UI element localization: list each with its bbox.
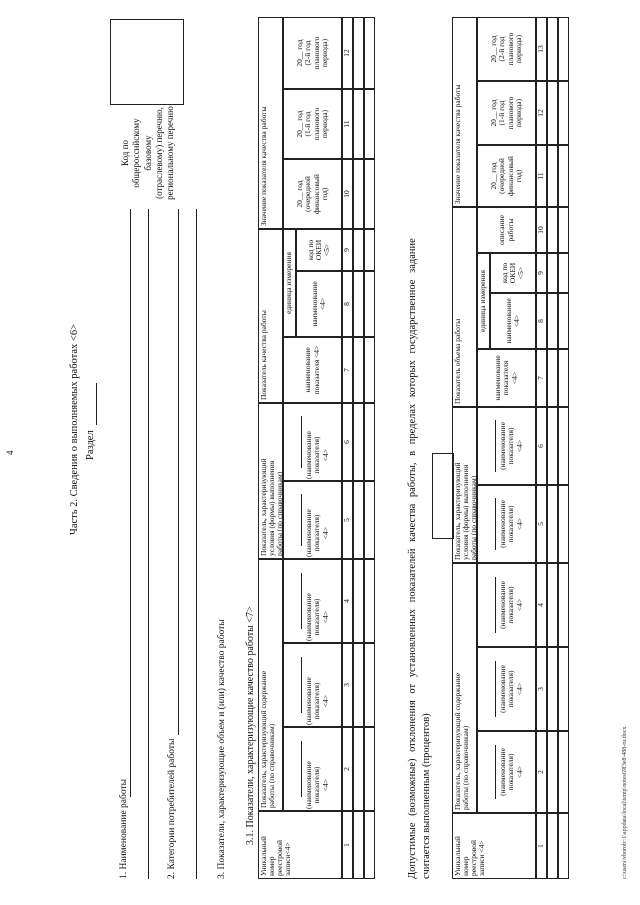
text-line: показателя) (506, 586, 516, 624)
t1-data-cell[interactable] (364, 17, 375, 89)
t2-year-current (477, 145, 536, 207)
t2-data-cell[interactable] (558, 563, 569, 647)
t2-data-cell[interactable] (558, 207, 569, 253)
allowed-deviation-line-2: считается выполненным (процентов) (421, 713, 432, 879)
text-line: периода) (513, 34, 523, 64)
t1-col-number-11: 11 (342, 89, 353, 159)
t1-okei-code (296, 229, 342, 271)
text-line: номер (461, 856, 471, 876)
t2-data-cell[interactable] (558, 293, 569, 349)
text-line: (наименование (498, 500, 508, 548)
t1-col-number-12: 12 (342, 17, 353, 89)
text-line: Уникальный (453, 836, 462, 876)
t1-col-number-1: 1 (342, 811, 353, 879)
t2-data-cell[interactable] (558, 349, 569, 407)
text-line: <4> (514, 598, 524, 612)
work-name-line-1 (130, 209, 131, 797)
t2-unique-number-header (452, 813, 536, 879)
blank-name-line (495, 577, 496, 633)
blank-name-line (301, 741, 302, 797)
blank-name-line (301, 657, 302, 713)
text-line: номер (267, 856, 277, 876)
t1-col-number-4: 4 (342, 559, 353, 643)
text-line: (очередной (303, 176, 313, 212)
text-line: <4> (514, 439, 524, 453)
item-consumer-categories: 2. Категории потребителей работы (167, 738, 177, 879)
t2-data-cell[interactable] (558, 145, 569, 207)
text-line: реестровой (469, 839, 479, 876)
text-line: код по (499, 262, 509, 284)
text-line: записи<4> (283, 842, 293, 876)
t1-data-cell[interactable] (353, 403, 364, 481)
t2-sub-name-6 (477, 407, 536, 485)
t2-data-cell[interactable] (547, 253, 558, 293)
text-line: показателя) (312, 514, 322, 552)
text-line: Код по (120, 140, 130, 166)
text-line: показателя) (312, 598, 322, 636)
text-line: ОКЕИ (507, 262, 517, 284)
text-line: планового (311, 107, 321, 141)
t1-data-cell[interactable] (353, 727, 364, 811)
t2-sub-name-5 (477, 485, 536, 563)
t1-col-number-5: 5 (342, 481, 353, 559)
text-line: показателя) (506, 753, 516, 791)
t2-data-cell[interactable] (547, 647, 558, 731)
t2-data-cell[interactable] (547, 293, 558, 349)
text-line: год) (513, 169, 523, 183)
text-line: работы (по справочникам) (267, 723, 277, 808)
t1-data-cell[interactable] (364, 481, 375, 559)
item-work-name: 1. Наименование работы (119, 778, 129, 879)
t2-conditions-header (452, 407, 477, 563)
t2-data-cell[interactable] (547, 17, 558, 81)
text-line: Уникальный (259, 836, 268, 876)
t1-sub-name-4 (283, 559, 342, 643)
blank-name-line (495, 661, 496, 717)
t1-col-number-2: 2 (342, 727, 353, 811)
t2-work-description (477, 207, 536, 253)
t2-col-number-6: 6 (536, 407, 547, 485)
text-line: <4> (512, 314, 521, 328)
t1-data-cell[interactable] (353, 811, 364, 879)
t1-data-cell[interactable] (353, 17, 364, 89)
t1-data-cell[interactable] (364, 811, 375, 879)
t2-col-number-13: 13 (536, 17, 547, 81)
t2-data-cell[interactable] (558, 81, 569, 145)
text-line: показателя) (312, 682, 322, 720)
t2-data-cell[interactable] (558, 647, 569, 731)
text-line: (наименование (304, 677, 314, 725)
t1-data-cell[interactable] (364, 643, 375, 727)
t1-data-cell[interactable] (364, 89, 375, 159)
text-line: (наименование (304, 761, 314, 809)
text-line: <4> (320, 694, 330, 708)
text-line: (наименование (304, 431, 314, 479)
t1-col-number-10: 10 (342, 159, 353, 229)
t1-unit-name (296, 271, 342, 337)
text-line: показателя) (312, 766, 322, 804)
text-line: 20__ год (295, 110, 305, 138)
text-line: (наименование (498, 748, 508, 796)
text-line: общероссийскому базовому (131, 118, 153, 188)
t2-okei-code (490, 253, 536, 293)
text-line: 20__ год (295, 39, 305, 67)
t2-data-cell[interactable] (558, 485, 569, 563)
page-number: 4 (5, 450, 15, 455)
t2-sub-name-3 (477, 647, 536, 731)
t2-col-number-3: 3 (536, 647, 547, 731)
text-line: наименование (303, 347, 313, 393)
t2-data-cell[interactable] (547, 731, 558, 813)
blank-name-line (301, 416, 302, 468)
t2-indicator-name (477, 349, 536, 407)
blank-name-line (301, 494, 302, 546)
text-line: региональному перечню (165, 106, 175, 200)
t2-data-cell[interactable] (547, 407, 558, 485)
text-line: Показатель, характеризующий содержание (453, 672, 462, 810)
t2-col-number-7: 7 (536, 349, 547, 407)
t2-content-header (452, 563, 477, 813)
text-line: (наименование (304, 593, 314, 641)
t2-sub-name-4 (477, 563, 536, 647)
t2-col-number-9: 9 (536, 253, 547, 293)
t2-col-number-8: 8 (536, 293, 547, 349)
t2-data-cell[interactable] (558, 17, 569, 81)
text-line: <4> (320, 526, 330, 540)
text-line: Показатель, характеризующий (453, 462, 462, 560)
t1-col-number-7: 7 (342, 337, 353, 403)
t1-col-number-8: 8 (342, 271, 353, 337)
blank-name-line (495, 498, 496, 550)
text-line: <4> (320, 778, 330, 792)
text-line: <4> (514, 765, 524, 779)
t1-sub-name-2 (283, 727, 342, 811)
allowed-deviation-line-1: Допустимые (возможные) отклонения от установленных показателей качества работы, в пределах которых государственное задание (407, 238, 418, 879)
text-line: <4> (514, 682, 524, 696)
t2-volume-header: Показатель объема работы (452, 207, 477, 407)
item-volume-quality: 3. Показатели, характеризующие объем и (или) качество работы (217, 619, 227, 879)
t1-data-cell[interactable] (364, 159, 375, 229)
t1-year-current (283, 159, 342, 229)
t2-data-cell[interactable] (547, 81, 558, 145)
text-line: реестровой (275, 839, 285, 876)
text-line: <4> (514, 517, 524, 531)
text-line: планового (505, 96, 515, 130)
text-line: работы (по справочникам) (275, 471, 285, 556)
t1-col-number-3: 3 (342, 643, 353, 727)
text-line: наименование (309, 281, 319, 327)
blank-name-line (301, 573, 302, 629)
text-line: ОКЕИ (313, 239, 323, 261)
t2-year-plan-2 (477, 17, 536, 81)
text-line: <4> (509, 371, 519, 385)
t1-data-cell[interactable] (364, 271, 375, 337)
t1-data-cell[interactable] (353, 271, 364, 337)
t2-col-number-4: 4 (536, 563, 547, 647)
t2-data-cell[interactable] (547, 349, 558, 407)
text-line: условия (формы) выполнения (267, 460, 277, 556)
t1-col-number-6: 6 (342, 403, 353, 481)
blank-name-line (495, 420, 496, 472)
t1-data-cell[interactable] (353, 559, 364, 643)
text-line: периода) (513, 98, 523, 128)
text-line: (отраслевому) перечню, (153, 107, 164, 199)
t1-data-cell[interactable] (364, 559, 375, 643)
t2-unit-name (490, 293, 536, 349)
text-line: 20__ год (489, 35, 499, 63)
t1-quality-values-header: Значение показателя качества работы (258, 17, 283, 229)
text-line: (очередной (497, 158, 507, 194)
text-line: показателя) (506, 427, 516, 465)
t2-col-number-2: 2 (536, 731, 547, 813)
consumer-line-1 (178, 209, 179, 735)
t1-conditions-header (258, 403, 283, 559)
t1-year-plan-2 (283, 17, 342, 89)
text-line: финансовый (311, 174, 321, 214)
deviation-box[interactable] (432, 453, 454, 539)
t2-col-number-11: 11 (536, 145, 547, 207)
t1-data-cell[interactable] (353, 159, 364, 229)
t2-data-cell[interactable] (547, 145, 558, 207)
text-line: Показатель, характеризующий (259, 458, 268, 556)
text-line: работы (по справочникам) (461, 725, 471, 810)
t2-data-cell[interactable] (558, 253, 569, 293)
text-line: (наименование (304, 509, 314, 557)
t1-unique-number-header (258, 811, 342, 879)
text-line: <4> (320, 610, 330, 624)
text-line: (наименование (498, 581, 508, 629)
text-line: записи <4> (477, 840, 487, 876)
text-line: (наименование (498, 422, 508, 470)
code-box-label (120, 101, 176, 205)
text-line: (2-й год (303, 40, 313, 66)
part-title: Часть 2. Сведения о выполняемых работах <6> (69, 323, 80, 535)
footer-file-path: c:\users\vborob~1\appdata\local\temp\notes69f3e8\488-ru.docx (622, 726, 628, 879)
text-line: год) (319, 187, 329, 201)
t2-data-cell[interactable] (558, 407, 569, 485)
text-line: периода) (319, 109, 329, 139)
text-line: периода) (319, 38, 329, 68)
text-line: показателя) (506, 505, 516, 543)
work-name-line-2 (148, 209, 149, 879)
text-line: код по (305, 239, 315, 261)
text-line: <4> (320, 448, 330, 462)
text-line: описание (497, 215, 507, 245)
text-line: работы (505, 218, 515, 242)
text-line: (1-й год (497, 100, 507, 126)
t1-data-cell[interactable] (353, 229, 364, 271)
item-quality-indicators: 3.1. Показатели, характеризующие качество работы <7> (245, 606, 256, 845)
text-line: <5> (516, 266, 526, 280)
t1-year-plan-1 (283, 89, 342, 159)
section-number-line (96, 383, 97, 425)
text-line: <5> (322, 243, 332, 257)
t2-data-cell[interactable] (547, 207, 558, 253)
t1-data-cell[interactable] (353, 89, 364, 159)
t1-data-cell[interactable] (364, 229, 375, 271)
t1-content-header (258, 559, 283, 811)
text-line: условия (формы) выполнения (461, 464, 471, 560)
t2-col-number-10: 10 (536, 207, 547, 253)
t1-data-cell[interactable] (353, 643, 364, 727)
t2-col-number-5: 5 (536, 485, 547, 563)
t2-year-plan-1 (477, 81, 536, 145)
t1-col-number-9: 9 (342, 229, 353, 271)
t2-data-cell[interactable] (547, 563, 558, 647)
t2-data-cell[interactable] (558, 813, 569, 879)
t1-data-cell[interactable] (364, 337, 375, 403)
t1-sub-name-3 (283, 643, 342, 727)
text-line: показателя) (312, 436, 322, 474)
text-line: планового (311, 36, 321, 70)
t2-sub-name-2 (477, 731, 536, 813)
t1-quality-header: Показатель качества работы (258, 229, 283, 403)
t2-data-cell[interactable] (547, 485, 558, 563)
t1-indicator-name (283, 337, 342, 403)
text-line: наименование (493, 355, 503, 401)
t2-unit-header: единица измерения (477, 253, 490, 349)
text-line: показателя) (506, 670, 516, 708)
t1-data-cell[interactable] (364, 727, 375, 811)
text-line: (1-й год (303, 111, 313, 137)
text-line: 20__ год (489, 162, 499, 190)
text-line: (2-й год (497, 36, 507, 62)
text-line: 20__ год (489, 99, 499, 127)
t2-col-number-1: 1 (536, 813, 547, 879)
t1-sub-name-5 (283, 481, 342, 559)
text-line: планового (505, 32, 515, 66)
blank-name-line (495, 745, 496, 800)
text-line: 20__ год (295, 180, 305, 208)
text-line: финансовый (505, 156, 515, 196)
text-line: показателя <4> (311, 345, 321, 395)
text-line: работы (по справочникам) (469, 475, 479, 560)
text-line: (наименование (498, 665, 508, 713)
t2-col-number-12: 12 (536, 81, 547, 145)
text-line: показателя (501, 360, 511, 396)
t1-sub-name-6 (283, 403, 342, 481)
t2-volume-values-header: Значение показателя качества работы (452, 17, 477, 207)
text-line: наименование (503, 298, 513, 344)
t1-data-cell[interactable] (364, 403, 375, 481)
t1-unit-header: единица измерения (283, 229, 296, 337)
t2-data-cell[interactable] (558, 731, 569, 813)
section-label: Раздел (85, 430, 96, 460)
t2-data-cell[interactable] (547, 813, 558, 879)
text-line: <4> (318, 297, 327, 311)
t1-data-cell[interactable] (353, 337, 364, 403)
t1-data-cell[interactable] (353, 481, 364, 559)
consumer-line-2 (196, 209, 197, 879)
text-line: Показатель, характеризующий содержание (259, 670, 268, 808)
code-box[interactable] (110, 19, 184, 105)
